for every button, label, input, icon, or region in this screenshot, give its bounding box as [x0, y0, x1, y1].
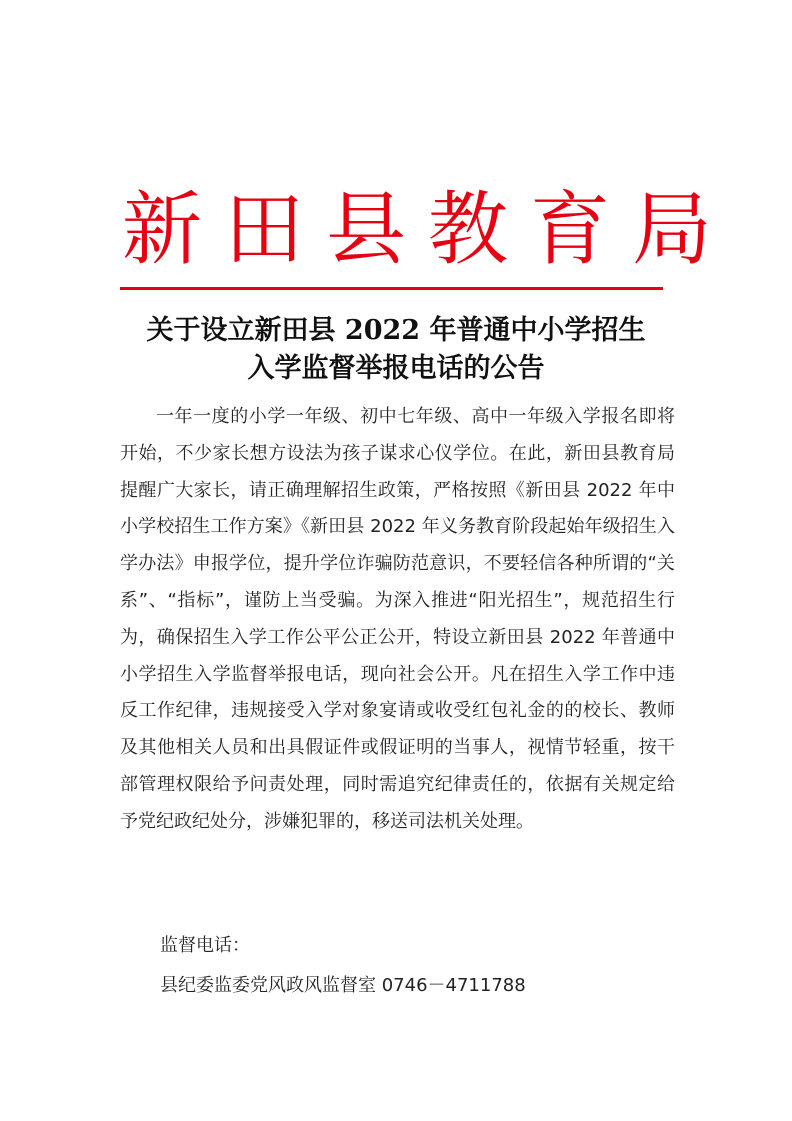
- title-line-2: 入学监督举报电话的公告: [247, 353, 545, 384]
- body-paragraph: 一年一度的小学一年级、初中七年级、高中一年级入学报名即将开始，不少家长想方设法为孩子谋求心仪学位。在此，新田县教育局提醒广大家长，请正确理解招生政策，严格按照《新田县 2022 年中小学校招生工作方案》《新田县 2022 年义务教育阶段起始年级招生入学办法》申报学位，提升学位诈骗防范意识，不要轻信各种所谓的“关系”、“指标”，谨防上当受骗。为深入推进“阳光招生”，规范招生行为，确保招生入学工作公平公正公开，特设立新田县 2022 年普通中小学招生入学监督举报电话，现向社会公开。凡在招生入学工作中违反工作纪律，违规接受入学对象宴请或收受红包礼金的的校长、教师及其他相关人员和出具假证件或假证明的当事人，视情节轻重，按干部管理权限给予问责处理，同时需追究纪律责任的，依据有关规定给予党纪政纪处分，涉嫌犯罪的，移送司法机关处理。: [120, 406, 675, 832]
- contact-phone-line: 县纪委监委党风政风监督室 0746－4711788: [160, 975, 526, 996]
- announcement-title: [100, 312, 692, 388]
- title-line-1: 关于设立新田县 2022 年普通中小学招生: [146, 315, 646, 346]
- announcement-body: [120, 399, 675, 841]
- contact-section: [160, 926, 526, 1006]
- red-divider-rule: [120, 287, 663, 290]
- contact-heading: 监督电话：: [160, 935, 250, 956]
- masthead-title: 新田县教育局: [122, 183, 734, 276]
